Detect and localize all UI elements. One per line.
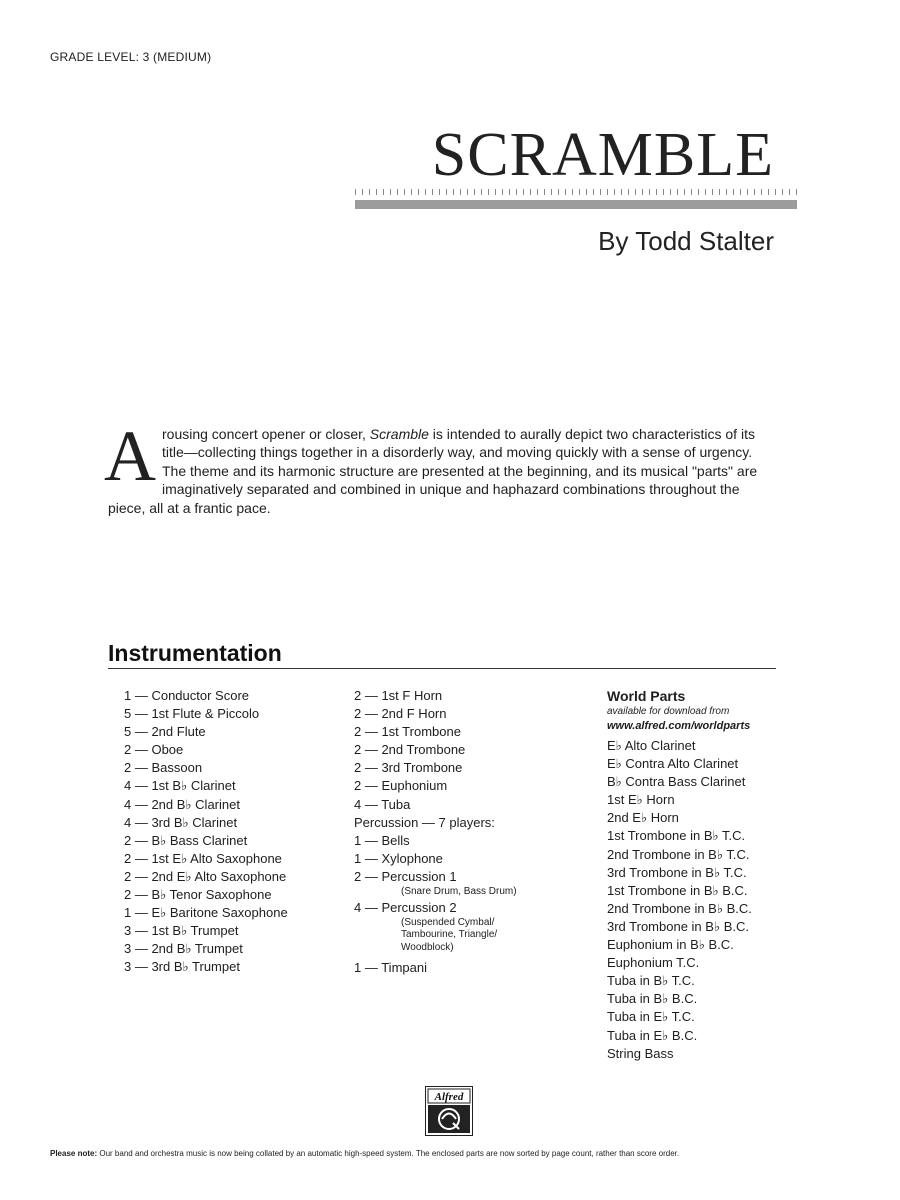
list-item: 2nd Trombone in B♭ B.C. — [607, 900, 752, 916]
list-item: 1 — Xylophone — [354, 850, 443, 866]
percussion-heading: Percussion — 7 players: — [354, 814, 495, 830]
list-item: 4 — 1st B♭ Clarinet — [124, 778, 236, 794]
footer-text: Our band and orchestra music is now being collated by an automatic high-speed system. The enclosed parts are now sorted by page count, rather than score order. — [97, 1149, 680, 1158]
list-item: 2 — 2nd F Horn — [354, 706, 447, 722]
composer-byline: By Todd Stalter — [598, 226, 774, 256]
list-item: 1st Trombone in B♭ T.C. — [607, 828, 746, 844]
grade-level: GRADE LEVEL: 3 (MEDIUM) — [50, 50, 212, 64]
instrumentation-heading: Instrumentation — [108, 640, 282, 666]
instrument-list-2 — [354, 687, 517, 977]
list-item: 4 — 2nd B♭ Clarinet — [124, 796, 240, 812]
list-item: 2nd Trombone in B♭ T.C. — [607, 846, 750, 862]
list-item: 2 — Bassoon — [124, 760, 203, 776]
alfred-logo — [425, 1086, 473, 1136]
footer-label: Please note: — [50, 1149, 98, 1158]
percussion-2-note: Tambourine, Triangle/ — [401, 929, 498, 941]
title-rule-bar — [355, 200, 797, 209]
list-item: 4 — 3rd B♭ Clarinet — [124, 814, 238, 830]
list-item: 2 — Oboe — [124, 742, 184, 758]
list-item: 2 — 1st F Horn — [354, 688, 443, 703]
percussion-2-note: (Suspended Cymbal/ — [401, 916, 495, 928]
list-item: 1st E♭ Horn — [607, 792, 675, 808]
list-item: 1st Trombone in B♭ B.C. — [607, 882, 748, 898]
list-item: 2 — 3rd Trombone — [354, 760, 463, 776]
list-item: 3rd Trombone in B♭ T.C. — [607, 864, 747, 880]
list-item: 1 — Conductor Score — [124, 688, 250, 703]
intro-paragraph — [104, 416, 776, 517]
list-item: 2 — B♭ Bass Clarinet — [124, 832, 248, 848]
intro-italic-title: Scramble — [369, 426, 429, 442]
percussion-1-note: (Snare Drum, Bass Drum) — [401, 886, 517, 898]
list-item: E♭ Alto Clarinet — [607, 738, 696, 753]
list-item: 4 — Tuba — [354, 796, 411, 812]
list-item: 1 — Timpani — [354, 959, 427, 975]
list-item: Tuba in B♭ T.C. — [607, 973, 695, 989]
logo-text: Alfred — [434, 1091, 464, 1103]
list-item: B♭ Contra Bass Clarinet — [607, 774, 746, 790]
list-item: 2 — 1st E♭ Alto Saxophone — [124, 850, 282, 866]
list-item: 2 — 1st Trombone — [354, 724, 461, 740]
list-item: 2 — B♭ Tenor Saxophone — [124, 887, 272, 903]
world-parts — [607, 687, 752, 1063]
intro-text-b: is intended to aurally depict two characteristics of its title—collecting things together in a disorderly way, and moving quickly with a sense of urgency. The theme and its harmonic structure are presented at the beginning, and its musical "parts" are imaginatively separated and combined in unique and haphazard combinations throughout the piece, all at a frantic pace. — [108, 426, 758, 516]
list-item: 2nd E♭ Horn — [607, 810, 679, 826]
list-item: 1 — E♭ Baritone Saxophone — [124, 905, 288, 921]
instrument-list-1 — [124, 687, 288, 977]
page-title: SCRAMBLE — [431, 121, 774, 189]
list-item: Tuba in B♭ B.C. — [607, 991, 698, 1007]
list-item: Tuba in E♭ T.C. — [607, 1009, 695, 1025]
footer-note — [50, 1149, 850, 1159]
list-item: Euphonium in B♭ B.C. — [607, 937, 734, 953]
title-rule-ticks — [355, 189, 797, 195]
list-item: 3 — 1st B♭ Trumpet — [124, 923, 239, 939]
percussion-2-note: Woodblock) — [401, 941, 454, 953]
list-item: 5 — 2nd Flute — [124, 724, 206, 740]
list-item: 2 — 2nd E♭ Alto Saxophone — [124, 868, 287, 884]
list-item: 2 — Euphonium — [354, 778, 448, 794]
world-parts-subheading: available for download from — [607, 706, 730, 717]
list-item: String Bass — [607, 1045, 674, 1061]
world-parts-heading: World Parts — [607, 688, 686, 704]
list-item: E♭ Contra Alto Clarinet — [607, 756, 739, 772]
list-item: 2 — 2nd Trombone — [354, 742, 466, 758]
list-item: 3 — 2nd B♭ Trumpet — [124, 941, 243, 957]
list-item: 1 — Bells — [354, 832, 410, 848]
list-item: 3rd Trombone in B♭ B.C. — [607, 918, 749, 934]
list-item: 4 — Percussion 2 — [354, 899, 457, 915]
list-item: 3 — 3rd B♭ Trumpet — [124, 959, 240, 975]
instrumentation-rule — [108, 668, 776, 669]
list-item: Euphonium T.C. — [607, 955, 700, 971]
drop-cap: A — [104, 416, 156, 496]
list-item: Tuba in E♭ B.C. — [607, 1027, 698, 1043]
list-item: 2 — Percussion 1 — [354, 868, 457, 884]
list-item: 5 — 1st Flute & Piccolo — [124, 706, 260, 722]
world-parts-url: www.alfred.com/worldparts — [607, 720, 751, 732]
title-rule — [355, 189, 797, 211]
intro-text-a: rousing concert opener or closer, — [162, 426, 370, 442]
